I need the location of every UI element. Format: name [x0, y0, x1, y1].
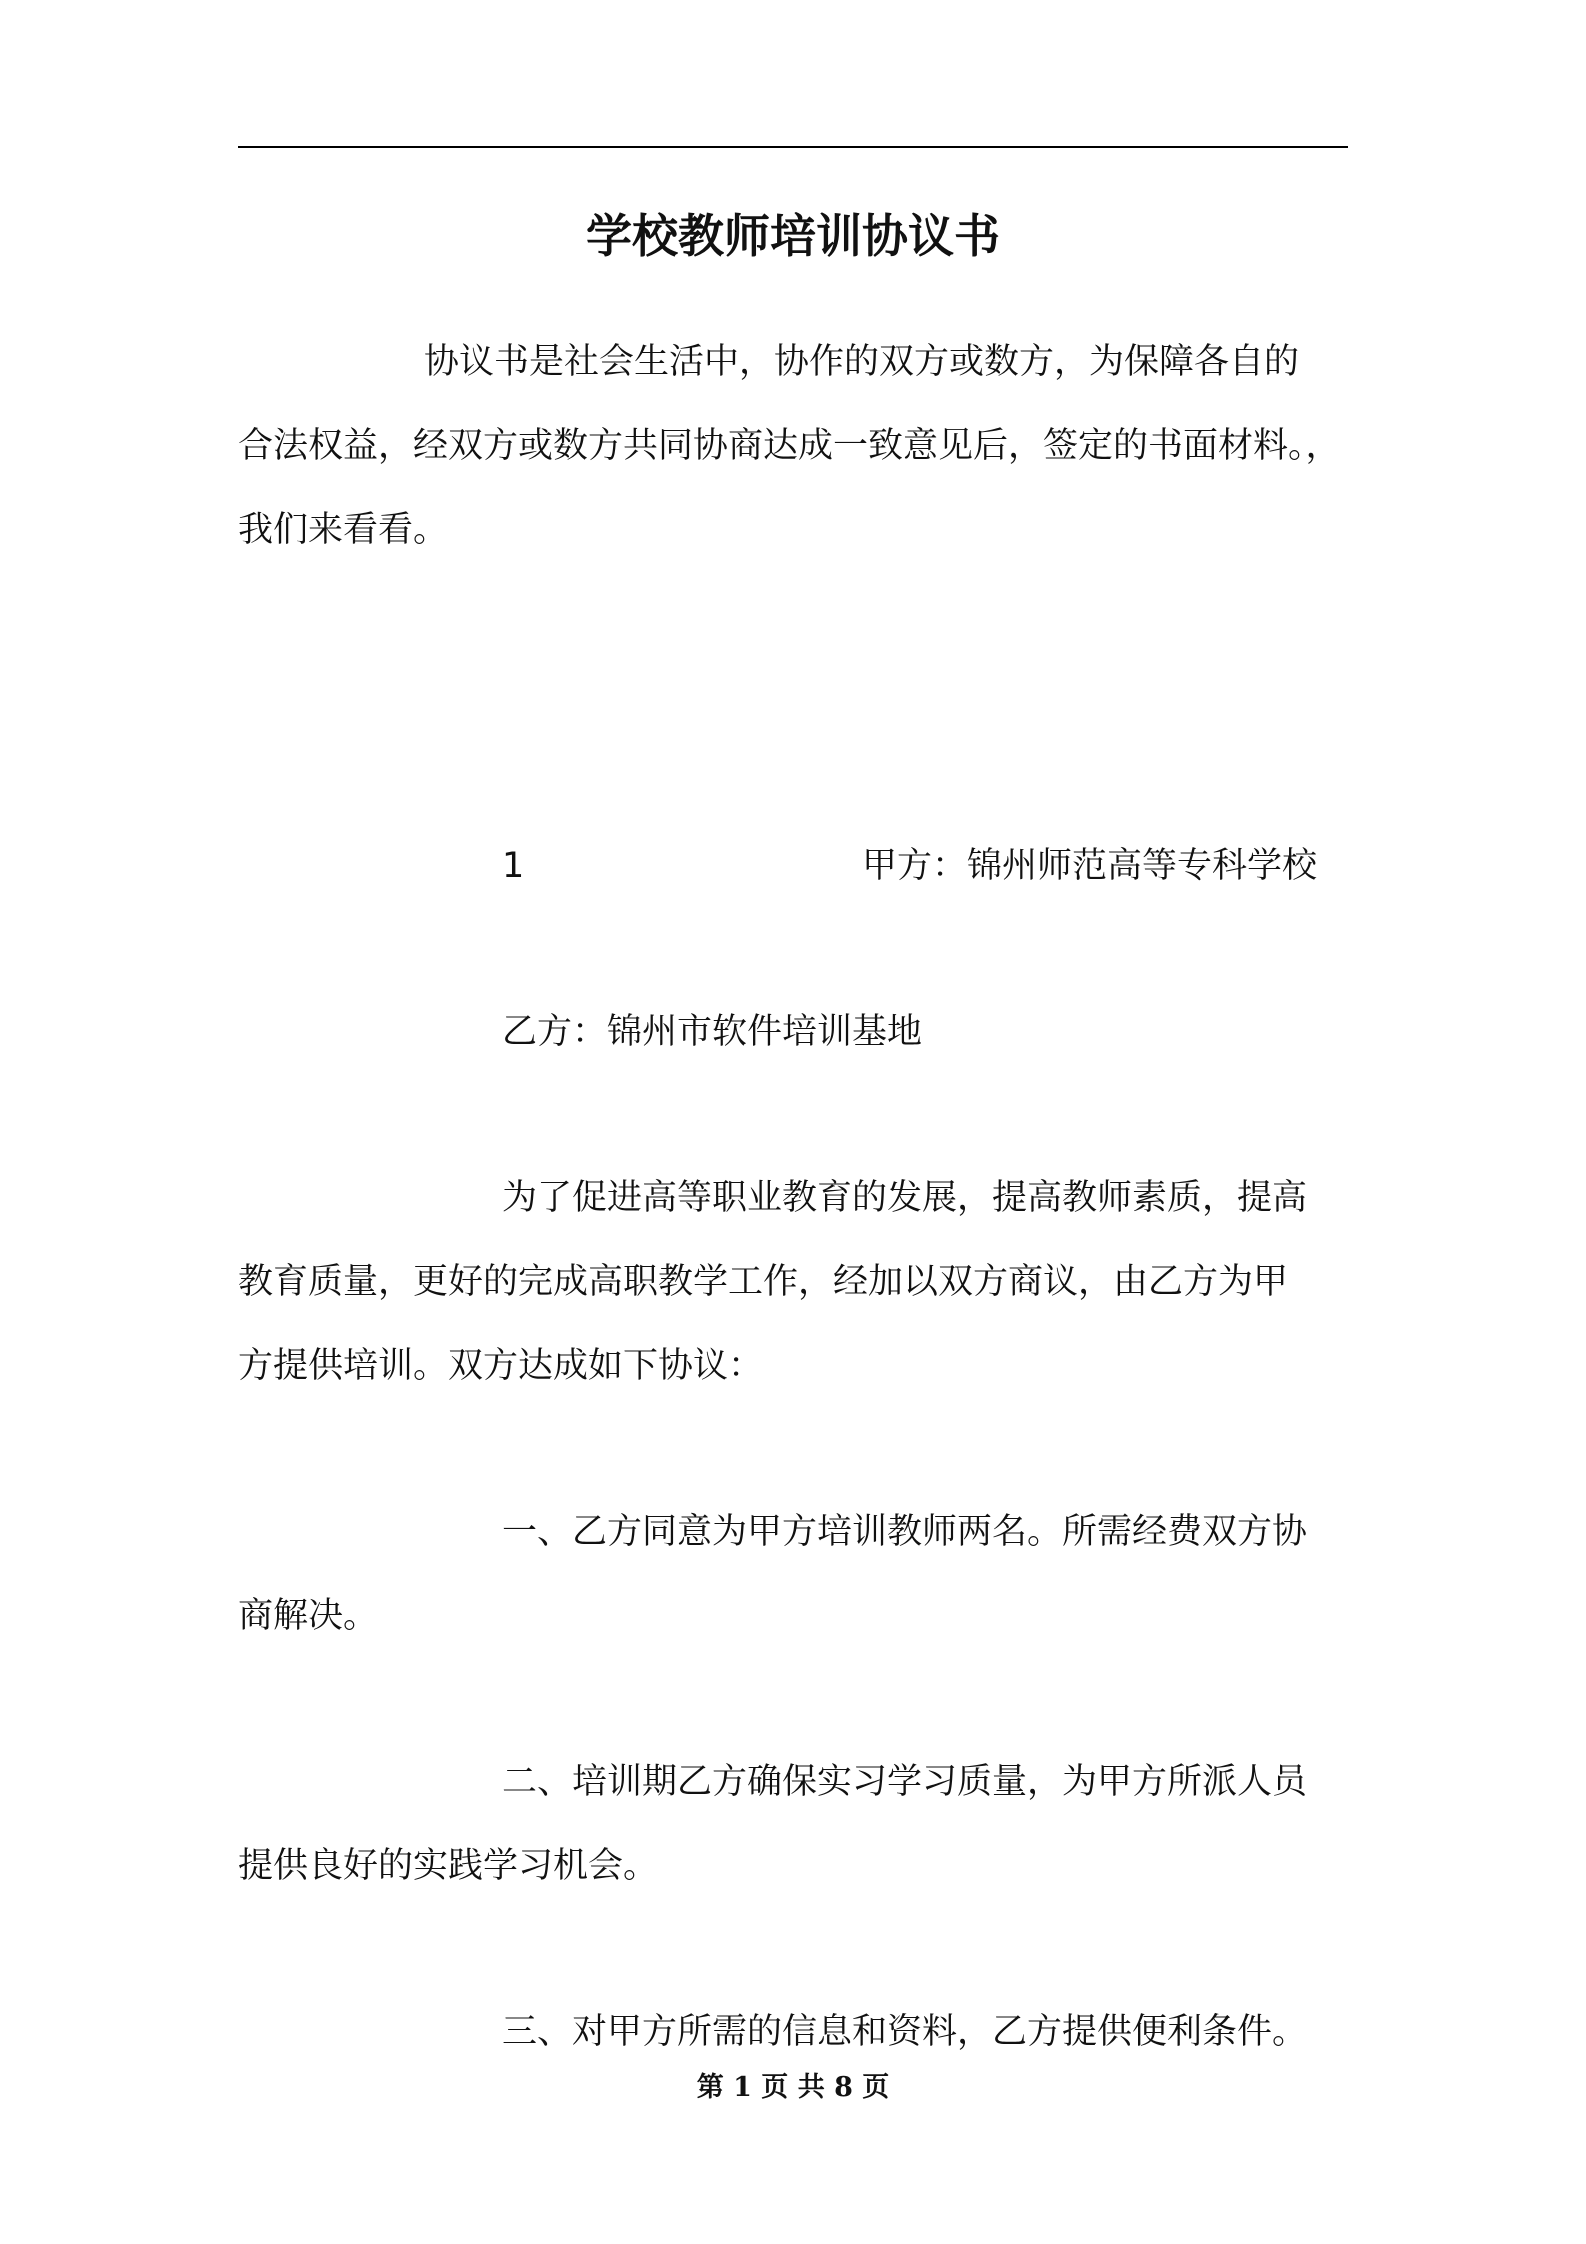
intro-line-2: 合法权益，经双方或数方共同协商达成一致意见后，签定的书面材料。， [238, 426, 1341, 466]
clause-1-line-2: 商解决。 [238, 1596, 379, 1636]
purpose-line-1: 为了促进高等职业教育的发展，提高教师素质，提高 [502, 1178, 1308, 1218]
header-rule [238, 146, 1348, 148]
purpose-paragraph [238, 1156, 1368, 1408]
clause-1 [238, 1490, 1368, 1658]
intro-line-3: 我们来看看。 [238, 510, 449, 550]
clause-2-line-1: 二、培训期乙方确保实习学习质量，为甲方所派人员 [502, 1762, 1308, 1802]
page-footer: 第 1 页 共 8 页 [696, 2072, 890, 2103]
clause-3-line-1: 三、对甲方所需的信息和资料，乙方提供便利条件。 [502, 2012, 1308, 2052]
purpose-line-3: 方提供培训。双方达成如下协议： [238, 1346, 764, 1386]
document-title: 学校教师培训协议书 [586, 209, 1000, 263]
party-a: 甲方：锦州师范高等专科学校 [862, 846, 1318, 886]
intro-line-1: 协议书是社会生活中，协作的双方或数方，为保障各自的 [424, 342, 1300, 382]
section-number: 1 [502, 846, 525, 886]
intro-paragraph [238, 320, 1368, 572]
party-b: 乙方：锦州市软件培训基地 [502, 1012, 923, 1052]
clause-2-line-2: 提供良好的实践学习机会。 [238, 1846, 659, 1886]
clause-1-line-1: 一、乙方同意为甲方培训教师两名。所需经费双方协 [502, 1512, 1308, 1552]
purpose-line-2: 教育质量，更好的完成高职教学工作，经加以双方商议，由乙方为甲 [238, 1262, 1289, 1302]
clause-3 [238, 1990, 1368, 2074]
clause-2 [238, 1740, 1368, 1908]
